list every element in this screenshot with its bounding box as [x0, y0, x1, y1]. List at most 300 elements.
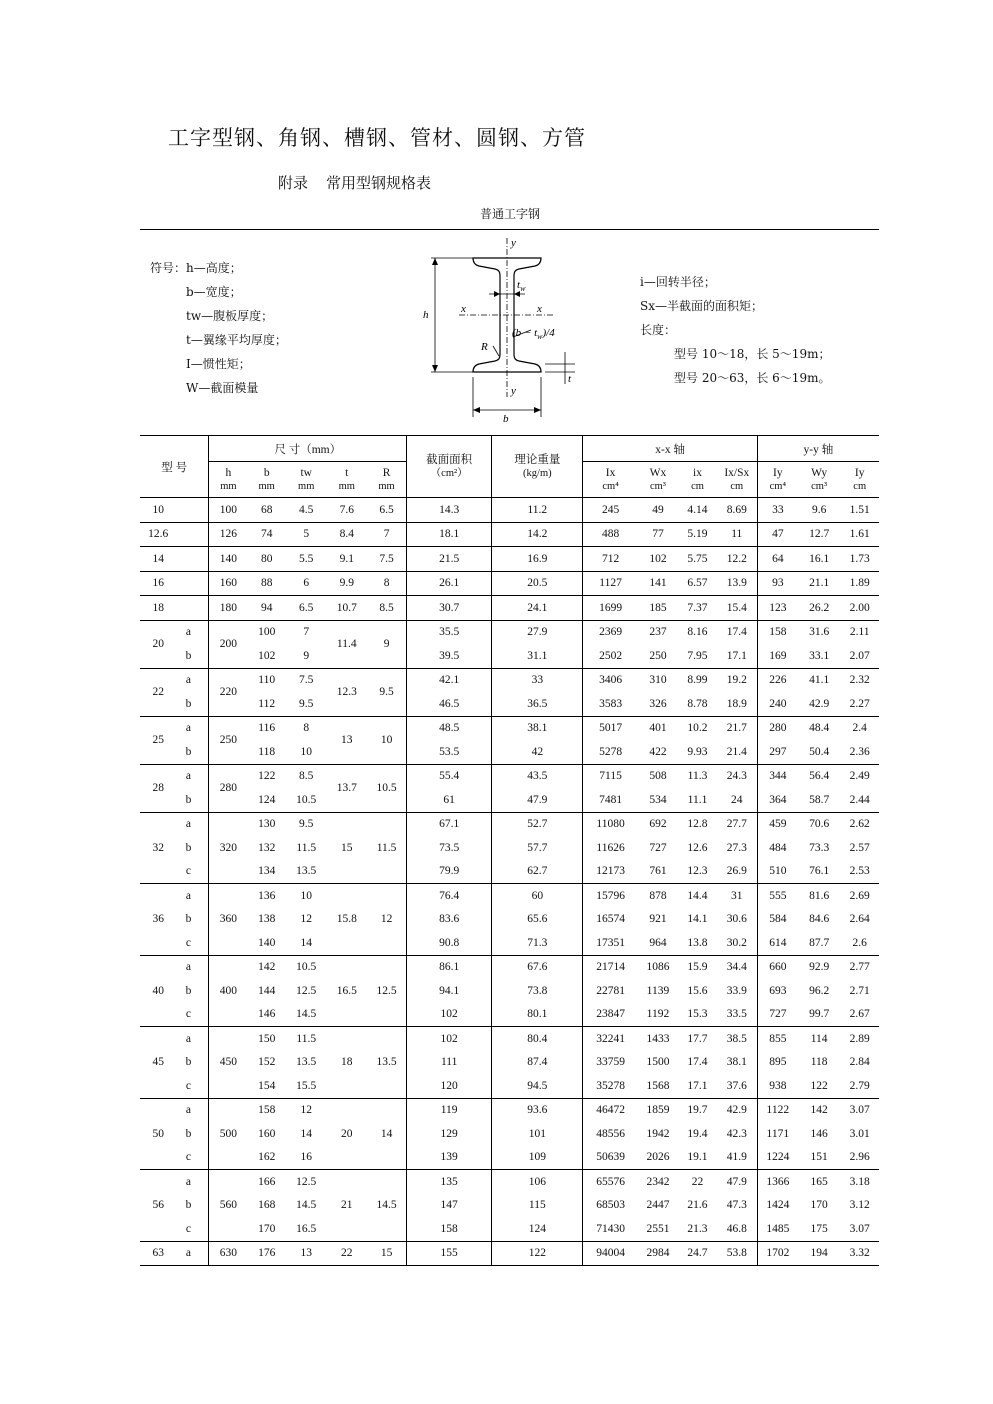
table-cell: 17.4 — [717, 620, 758, 644]
table-cell: 21.4 — [717, 740, 758, 764]
table-cell: 660 — [769, 961, 787, 974]
section-title: 普通工字钢 — [480, 207, 541, 221]
table-cell: 33.1 — [809, 649, 830, 662]
table-cell: 19.2 — [717, 668, 758, 692]
subtype-cell: c — [185, 1151, 191, 1164]
table-cell: 146 — [810, 1127, 828, 1140]
table-cell: 39.5 — [407, 644, 492, 668]
table-cell: 41.9 — [717, 1146, 758, 1170]
table-cell: 2.49 — [849, 770, 870, 783]
table-cell: 130 — [258, 818, 276, 831]
table-cell: 1122 — [766, 1104, 790, 1117]
label-t: t — [568, 373, 572, 385]
r-cell: 14 — [367, 1098, 407, 1170]
table-cell: 33.5 — [717, 1003, 758, 1027]
table-cell: 21.6 — [687, 1199, 708, 1212]
table-cell: 1139 — [646, 984, 670, 997]
table-row — [140, 788, 879, 812]
t-cell: 11.4 — [336, 638, 357, 650]
table-cell: 112 — [258, 697, 276, 710]
table-cell: 33 — [772, 503, 784, 516]
table-row — [140, 716, 879, 740]
table-cell: 21714 — [596, 961, 625, 974]
table-cell: 94 — [260, 601, 273, 614]
table-cell: 57.7 — [492, 836, 583, 860]
table-cell: 401 — [649, 722, 667, 735]
table-cell: 2.6 — [852, 936, 867, 949]
table-cell: 3.12 — [849, 1199, 870, 1212]
table-cell: 152 — [258, 1056, 276, 1069]
table-cell: 921 — [649, 913, 667, 926]
legend-item: W—截面模量 — [186, 381, 259, 395]
table-cell: 101 — [492, 1122, 583, 1146]
table-row — [140, 1194, 879, 1218]
table-cell: 14.3 — [407, 498, 492, 523]
table-cell: 12.5 — [296, 984, 317, 997]
table-cell: 534 — [649, 793, 667, 806]
table-cell: 8 — [303, 722, 310, 735]
table-cell: 62.7 — [492, 860, 583, 884]
table-cell: 160 — [258, 1127, 276, 1140]
table-cell: 459 — [769, 818, 787, 831]
table-cell: 35.5 — [407, 620, 492, 644]
table-cell: 13.5 — [296, 865, 317, 878]
t-cell: 20 — [341, 1127, 353, 1140]
legend-item: b—宽度； — [186, 285, 242, 299]
legend-item: i—回转半径； — [640, 275, 716, 289]
table-cell: 9.6 — [811, 503, 827, 516]
model-cell: 63 — [152, 1247, 164, 1260]
r-cell: 11.5 — [367, 812, 407, 884]
table-cell: 11.2 — [492, 498, 583, 523]
table-cell: 73.3 — [809, 841, 830, 854]
table-cell: 5017 — [599, 722, 623, 735]
table-cell: 1171 — [766, 1127, 790, 1140]
table-cell: 48.4 — [809, 722, 830, 735]
table-cell: 46.5 — [407, 692, 492, 716]
table-cell: 31 — [717, 884, 758, 908]
table-cell: 3.01 — [849, 1127, 870, 1140]
table-row — [140, 931, 879, 955]
table-cell: 111 — [407, 1051, 492, 1075]
table-row — [140, 908, 879, 932]
table-cell: 1500 — [646, 1056, 670, 1069]
model-cell: 36 — [152, 913, 164, 926]
table-cell: 102 — [258, 649, 276, 662]
table-cell: 124 — [258, 793, 276, 806]
table-cell: 10 — [300, 889, 312, 902]
table-cell: 106 — [492, 1170, 583, 1194]
table-row — [140, 1074, 879, 1098]
table-cell: 79.9 — [407, 860, 492, 884]
table-cell: 21.5 — [407, 547, 492, 572]
table-cell: 8.16 — [687, 626, 708, 639]
header-area: 截面面积 （cm²） — [407, 436, 492, 498]
header-weight: 理论重量 (kg/m) — [492, 436, 583, 498]
h-cell: 630 — [209, 1241, 248, 1266]
table-cell: 80 — [260, 552, 273, 565]
table-cell: 3.07 — [849, 1222, 870, 1235]
subtype-cell: a — [185, 818, 191, 831]
table-cell: 41.1 — [809, 674, 830, 687]
h-cell: 400 — [209, 955, 248, 1027]
h-cell: 250 — [209, 716, 248, 764]
table-cell: 1702 — [766, 1247, 790, 1260]
table-cell: 115 — [492, 1194, 583, 1218]
table-cell: 6 — [303, 577, 310, 590]
table-cell: 86.1 — [407, 955, 492, 979]
table-cell: 94.5 — [492, 1074, 583, 1098]
table-row — [140, 1170, 879, 1194]
table-cell: 2.00 — [849, 601, 870, 614]
table-cell: 297 — [769, 745, 787, 758]
table-cell: 176 — [258, 1247, 276, 1260]
length-spec: 型号 20～63，长 6～19m。 — [674, 371, 831, 385]
table-cell: 1224 — [766, 1151, 790, 1164]
i-beam-spec-table — [140, 435, 879, 1266]
h-cell: 320 — [209, 812, 248, 884]
r-cell: 7 — [367, 522, 407, 547]
subtype-cell: c — [185, 1008, 191, 1021]
table-cell: 73.8 — [492, 979, 583, 1003]
table-row — [140, 522, 879, 547]
table-row — [140, 571, 879, 596]
table-cell: 165 — [810, 1175, 828, 1188]
table-cell: 102 — [407, 1027, 492, 1051]
table-cell: 71.3 — [492, 931, 583, 955]
table-cell: 16.9 — [492, 547, 583, 572]
header-col: Wy cm³ — [798, 462, 841, 498]
table-cell: 226 — [769, 674, 787, 687]
table-cell: 14.5 — [296, 1199, 317, 1212]
h-cell: 100 — [209, 498, 248, 523]
subtype-cell: b — [185, 649, 192, 662]
table-cell: 19.7 — [687, 1104, 708, 1117]
model-cell: 14 — [152, 552, 164, 565]
table-cell: 30.6 — [717, 908, 758, 932]
subtype-cell — [176, 596, 208, 621]
model-cell: 20 — [152, 638, 164, 650]
table-cell: 47.9 — [492, 788, 583, 812]
table-row — [140, 1027, 879, 1051]
h-cell: 160 — [209, 571, 248, 596]
table-cell: 27.9 — [492, 620, 583, 644]
table-cell: 1485 — [766, 1222, 790, 1235]
table-cell: 32241 — [596, 1032, 625, 1045]
subtype-cell: a — [185, 1175, 191, 1188]
table-cell: 614 — [769, 936, 787, 949]
legend-prefix: 符号： — [150, 261, 187, 275]
label-b: b — [503, 413, 509, 425]
t-cell: 7.6 — [339, 503, 354, 516]
table-cell: 12 — [300, 1104, 312, 1117]
table-cell: 2026 — [646, 1151, 670, 1164]
table-row — [140, 1051, 879, 1075]
subtype-cell: c — [185, 936, 191, 949]
legend-item: t—翼缘平均厚度； — [186, 333, 287, 347]
table-cell: 158 — [407, 1217, 492, 1241]
table-cell: 12.2 — [717, 547, 758, 572]
length-spec: 型号 10～18，长 5～19m； — [674, 347, 831, 361]
table-cell: 2.44 — [849, 793, 870, 806]
table-cell: 2.67 — [849, 1008, 870, 1021]
appendix-title: 常用型钢规格表 — [326, 174, 432, 192]
table-row — [140, 692, 879, 716]
table-cell: 138 — [258, 913, 276, 926]
table-cell: 10.5 — [296, 961, 317, 974]
table-cell: 5 — [303, 528, 310, 541]
table-cell: 1433 — [646, 1032, 670, 1045]
table-cell: 52.7 — [492, 812, 583, 836]
header-col: R mm — [367, 462, 407, 498]
table-cell: 2.07 — [849, 649, 870, 662]
table-cell: 692 — [649, 818, 667, 831]
h-cell: 450 — [209, 1027, 248, 1099]
table-cell: 166 — [258, 1175, 276, 1188]
table-row — [140, 836, 879, 860]
table-cell: 155 — [407, 1241, 492, 1266]
model-cell: 40 — [152, 984, 164, 997]
h-cell: 126 — [209, 522, 248, 547]
table-cell: 3583 — [599, 697, 623, 710]
table-row — [140, 1098, 879, 1122]
table-row — [140, 668, 879, 692]
table-cell: 158 — [258, 1104, 276, 1117]
table-cell: 142 — [258, 961, 276, 974]
table-cell: 24.7 — [687, 1247, 708, 1260]
table-cell: 68503 — [596, 1199, 625, 1212]
header-col: Ix/Sx cm — [717, 462, 758, 498]
header-col: Iy cm⁴ — [757, 462, 798, 498]
legend-left — [150, 256, 287, 400]
subtype-cell: c — [185, 865, 191, 878]
table-row — [140, 1217, 879, 1241]
table-row — [140, 1122, 879, 1146]
table-cell: 144 — [258, 984, 276, 997]
table-cell: 158 — [769, 626, 787, 639]
table-row — [140, 498, 879, 523]
table-cell: 21.1 — [809, 577, 830, 590]
table-cell: 2.89 — [849, 1032, 870, 1045]
table-cell: 30.7 — [407, 596, 492, 621]
table-row — [140, 596, 879, 621]
page-title: 工字型钢、角钢、槽钢、管材、圆钢、方管 — [168, 126, 586, 150]
table-cell: 47 — [772, 528, 784, 541]
table-cell: 170 — [810, 1199, 828, 1212]
r-cell: 14.5 — [367, 1170, 407, 1242]
table-cell: 2.84 — [849, 1056, 870, 1069]
table-cell: 245 — [601, 503, 620, 516]
table-cell: 16574 — [596, 913, 625, 926]
table-cell: 124 — [492, 1217, 583, 1241]
table-cell: 11080 — [596, 818, 625, 831]
table-cell: 7.5 — [299, 674, 314, 687]
table-cell: 9.5 — [299, 818, 314, 831]
header-yy-axis: y-y 轴 — [757, 436, 879, 462]
table-cell: 9.93 — [687, 745, 708, 758]
table-cell: 48.5 — [407, 716, 492, 740]
t-cell: 13.7 — [336, 782, 357, 794]
table-cell: 48556 — [596, 1127, 625, 1140]
table-cell: 141 — [649, 577, 667, 590]
table-cell: 33759 — [596, 1056, 625, 1069]
table-cell: 11626 — [596, 841, 625, 854]
model-cell: 50 — [152, 1127, 164, 1140]
subtype-cell: b — [185, 841, 192, 854]
legend-item: Sx—半截面的面积矩； — [640, 299, 763, 313]
table-cell: 50639 — [596, 1151, 625, 1164]
table-cell: 8.99 — [687, 674, 708, 687]
header-col: Wx cm³ — [638, 462, 679, 498]
table-row — [140, 884, 879, 908]
subtype-cell: a — [185, 961, 191, 974]
table-cell: 47.3 — [717, 1194, 758, 1218]
table-cell: 6.5 — [299, 601, 314, 614]
r-cell: 9 — [367, 620, 407, 668]
table-row — [140, 547, 879, 572]
table-cell: 11.5 — [296, 1032, 317, 1045]
table-cell: 11.3 — [687, 770, 708, 783]
table-cell: 17.1 — [717, 644, 758, 668]
table-cell: 3.18 — [849, 1175, 870, 1188]
table-cell: 56.4 — [809, 770, 830, 783]
t-cell: 16.5 — [336, 984, 357, 997]
table-cell: 5.75 — [687, 552, 708, 565]
table-cell: 6.57 — [687, 577, 708, 590]
table-cell: 555 — [769, 889, 787, 902]
table-cell: 26.9 — [717, 860, 758, 884]
table-cell: 2.27 — [849, 697, 870, 710]
table-cell: 129 — [407, 1122, 492, 1146]
table-cell: 5.19 — [687, 528, 708, 541]
table-cell: 422 — [649, 745, 667, 758]
r-cell: 10 — [367, 716, 407, 764]
r-cell: 12 — [367, 884, 407, 956]
table-cell: 70.6 — [809, 818, 830, 831]
table-cell: 7481 — [599, 793, 623, 806]
table-cell: 2502 — [599, 649, 623, 662]
table-cell: 38.5 — [717, 1027, 758, 1051]
table-cell: 67.6 — [492, 955, 583, 979]
table-cell: 1859 — [646, 1104, 670, 1117]
table-cell: 693 — [769, 984, 787, 997]
header-model: 型 号 — [140, 436, 209, 498]
table-cell: 150 — [258, 1032, 276, 1045]
table-cell: 8.69 — [717, 498, 758, 523]
table-cell: 1127 — [599, 577, 622, 590]
r-cell: 12.5 — [367, 955, 407, 1027]
t-cell: 15.8 — [336, 913, 357, 926]
table-cell: 15.4 — [717, 596, 758, 621]
table-cell: 7.95 — [687, 649, 708, 662]
table-cell: 110 — [258, 674, 276, 687]
top-rule — [140, 229, 879, 230]
table-cell: 11 — [717, 522, 758, 547]
table-cell: 964 — [649, 936, 667, 949]
r-cell: 8 — [367, 571, 407, 596]
table-cell: 60 — [492, 884, 583, 908]
table-cell: 2.36 — [849, 745, 870, 758]
table-cell: 140 — [258, 936, 276, 949]
subtype-cell: a — [185, 1032, 191, 1045]
table-cell: 727 — [769, 1008, 787, 1021]
label-y-top: y — [511, 237, 516, 249]
table-cell: 584 — [769, 913, 787, 926]
table-cell: 11.1 — [687, 793, 708, 806]
header-col: b mm — [247, 462, 286, 498]
table-cell: 74 — [260, 528, 273, 541]
model-cell: 32 — [152, 841, 164, 854]
table-cell: 2551 — [646, 1222, 670, 1235]
table-cell: 12.6 — [687, 841, 708, 854]
table-cell: 42 — [492, 740, 583, 764]
table-cell: 118 — [810, 1056, 828, 1069]
h-cell: 560 — [209, 1170, 248, 1242]
subtype-cell: a — [185, 626, 191, 639]
table-cell: 15796 — [596, 889, 625, 902]
table-cell: 12.3 — [687, 865, 708, 878]
table-cell: 168 — [258, 1199, 276, 1212]
table-cell: 94004 — [596, 1247, 625, 1260]
subtype-cell: b — [185, 745, 192, 758]
subtype-cell: a — [185, 1104, 191, 1117]
table-cell: 43.5 — [492, 764, 583, 788]
table-cell: 11.5 — [296, 841, 317, 854]
table-cell: 16.5 — [296, 1222, 317, 1235]
table-cell: 364 — [769, 793, 787, 806]
table-cell: 878 — [649, 889, 667, 902]
subtype-cell — [176, 547, 208, 572]
subtype-cell — [176, 522, 208, 547]
subtype-cell: a — [185, 722, 191, 735]
table-cell: 1424 — [766, 1199, 790, 1212]
table-cell: 120 — [407, 1074, 492, 1098]
table-cell: 16 — [300, 1151, 312, 1164]
table-cell: 30.2 — [717, 931, 758, 955]
subtype-cell — [176, 498, 208, 523]
table-cell: 26.2 — [809, 601, 830, 614]
table-cell: 68 — [260, 503, 273, 516]
t-cell: 18 — [341, 1056, 353, 1069]
table-cell: 3406 — [599, 674, 623, 687]
table-cell: 175 — [810, 1222, 828, 1235]
table-row — [140, 1146, 879, 1170]
table-cell: 35278 — [596, 1079, 625, 1092]
table-cell: 136 — [258, 889, 276, 902]
table-cell: 1699 — [599, 601, 623, 614]
table-cell: 119 — [407, 1098, 492, 1122]
table-cell: 2.53 — [849, 865, 870, 878]
subtype-cell: a — [185, 674, 191, 687]
table-cell: 139 — [407, 1146, 492, 1170]
h-cell: 280 — [209, 764, 248, 812]
table-cell: 42.9 — [809, 697, 830, 710]
table-cell: 15.3 — [687, 1008, 708, 1021]
subtype-cell: b — [185, 1056, 192, 1069]
table-cell: 12.5 — [296, 1175, 317, 1188]
table-cell: 7 — [303, 626, 310, 639]
table-cell: 27.3 — [717, 836, 758, 860]
table-cell: 855 — [769, 1032, 787, 1045]
table-cell: 80.4 — [492, 1027, 583, 1051]
table-cell: 116 — [258, 722, 276, 735]
table-cell: 8.78 — [687, 697, 708, 710]
table-cell: 12.7 — [809, 528, 830, 541]
table-cell: 94.1 — [407, 979, 492, 1003]
table-cell: 146 — [258, 1008, 276, 1021]
table-cell: 15.6 — [687, 984, 708, 997]
table-cell: 18.1 — [407, 522, 492, 547]
